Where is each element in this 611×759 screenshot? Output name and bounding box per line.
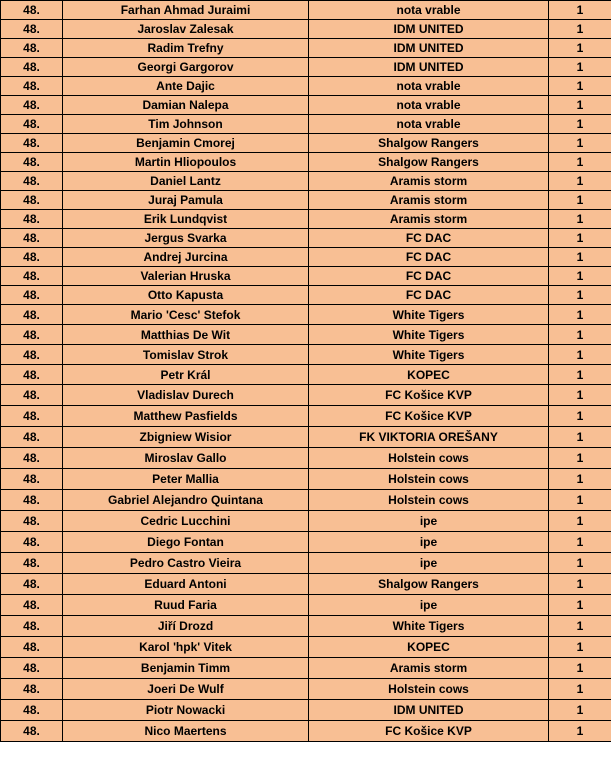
table-row xyxy=(1,658,611,679)
table-row xyxy=(1,210,611,229)
team-name-cell: Holstein cows xyxy=(309,448,549,469)
points-cell: 1 xyxy=(549,172,611,191)
player-name-cell: Joeri De Wulf xyxy=(63,679,309,700)
rank-cell: 48. xyxy=(1,115,63,134)
player-name-cell: Tim Johnson xyxy=(63,115,309,134)
points-cell: 1 xyxy=(549,365,611,385)
rank-cell: 48. xyxy=(1,574,63,595)
player-name-cell: Otto Kapusta xyxy=(63,286,309,305)
rank-cell: 48. xyxy=(1,721,63,742)
points-cell: 1 xyxy=(549,191,611,210)
team-name-cell: FK VIKTORIA OREŠANY xyxy=(309,427,549,448)
player-name-cell: Matthew Pasfields xyxy=(63,406,309,427)
table-row xyxy=(1,574,611,595)
points-cell: 1 xyxy=(549,511,611,532)
points-cell: 1 xyxy=(549,96,611,115)
rank-cell: 48. xyxy=(1,305,63,325)
table-row xyxy=(1,616,611,637)
table-row xyxy=(1,511,611,532)
player-name-cell: Martin Hliopoulos xyxy=(63,153,309,172)
rank-cell: 48. xyxy=(1,39,63,58)
player-name-cell: Piotr Nowacki xyxy=(63,700,309,721)
team-name-cell: White Tigers xyxy=(309,345,549,365)
points-cell: 1 xyxy=(549,658,611,679)
table-row xyxy=(1,365,611,385)
team-name-cell: Holstein cows xyxy=(309,679,549,700)
team-name-cell: Shalgow Rangers xyxy=(309,574,549,595)
team-name-cell: White Tigers xyxy=(309,305,549,325)
table-row xyxy=(1,406,611,427)
table-row xyxy=(1,115,611,134)
table-row xyxy=(1,39,611,58)
team-name-cell: White Tigers xyxy=(309,325,549,345)
rank-cell: 48. xyxy=(1,469,63,490)
rank-cell: 48. xyxy=(1,679,63,700)
table-row xyxy=(1,427,611,448)
points-cell: 1 xyxy=(549,134,611,153)
team-name-cell: ipe xyxy=(309,553,549,574)
team-name-cell: KOPEC xyxy=(309,637,549,658)
team-name-cell: Aramis storm xyxy=(309,191,549,210)
team-name-cell: Aramis storm xyxy=(309,210,549,229)
player-name-cell: Diego Fontan xyxy=(63,532,309,553)
rank-cell: 48. xyxy=(1,172,63,191)
team-name-cell: FC DAC xyxy=(309,248,549,267)
table-row xyxy=(1,20,611,39)
player-name-cell: Ruud Faria xyxy=(63,595,309,616)
team-name-cell: Holstein cows xyxy=(309,469,549,490)
points-cell: 1 xyxy=(549,305,611,325)
points-cell: 1 xyxy=(549,553,611,574)
rank-cell: 48. xyxy=(1,325,63,345)
rank-cell: 48. xyxy=(1,58,63,77)
player-name-cell: Benjamin Cmorej xyxy=(63,134,309,153)
player-name-cell: Gabriel Alejandro Quintana xyxy=(63,490,309,511)
player-name-cell: Jergus Svarka xyxy=(63,229,309,248)
player-name-cell: Miroslav Gallo xyxy=(63,448,309,469)
player-name-cell: Karol 'hpk' Vitek xyxy=(63,637,309,658)
rank-cell: 48. xyxy=(1,345,63,365)
points-cell: 1 xyxy=(549,700,611,721)
rank-cell: 48. xyxy=(1,490,63,511)
player-name-cell: Daniel Lantz xyxy=(63,172,309,191)
rank-cell: 48. xyxy=(1,511,63,532)
player-name-cell: Matthias De Wit xyxy=(63,325,309,345)
team-name-cell: Shalgow Rangers xyxy=(309,153,549,172)
rank-cell: 48. xyxy=(1,658,63,679)
team-name-cell: KOPEC xyxy=(309,365,549,385)
rank-cell: 48. xyxy=(1,210,63,229)
scorers-table-body xyxy=(1,1,611,742)
rank-cell: 48. xyxy=(1,406,63,427)
team-name-cell: IDM UNITED xyxy=(309,700,549,721)
table-row xyxy=(1,448,611,469)
rank-cell: 48. xyxy=(1,385,63,406)
points-cell: 1 xyxy=(549,39,611,58)
team-name-cell: Aramis storm xyxy=(309,172,549,191)
rank-cell: 48. xyxy=(1,616,63,637)
table-row xyxy=(1,191,611,210)
points-cell: 1 xyxy=(549,248,611,267)
player-name-cell: Radim Trefny xyxy=(63,39,309,58)
table-row xyxy=(1,248,611,267)
table-row xyxy=(1,345,611,365)
player-name-cell: Andrej Jurcina xyxy=(63,248,309,267)
table-row xyxy=(1,153,611,172)
team-name-cell: FC Košice KVP xyxy=(309,406,549,427)
player-name-cell: Tomislav Strok xyxy=(63,345,309,365)
points-cell: 1 xyxy=(549,210,611,229)
table-row xyxy=(1,96,611,115)
team-name-cell: nota vrable xyxy=(309,77,549,96)
player-name-cell: Pedro Castro Vieira xyxy=(63,553,309,574)
table-row xyxy=(1,172,611,191)
team-name-cell: ipe xyxy=(309,532,549,553)
rank-cell: 48. xyxy=(1,553,63,574)
rank-cell: 48. xyxy=(1,20,63,39)
team-name-cell: FC Košice KVP xyxy=(309,721,549,742)
player-name-cell: Georgi Gargorov xyxy=(63,58,309,77)
table-row xyxy=(1,77,611,96)
points-cell: 1 xyxy=(549,637,611,658)
rank-cell: 48. xyxy=(1,134,63,153)
team-name-cell: nota vrable xyxy=(309,115,549,134)
team-name-cell: nota vrable xyxy=(309,1,549,20)
player-name-cell: Vladislav Durech xyxy=(63,385,309,406)
team-name-cell: IDM UNITED xyxy=(309,58,549,77)
team-name-cell: FC Košice KVP xyxy=(309,385,549,406)
points-cell: 1 xyxy=(549,325,611,345)
rank-cell: 48. xyxy=(1,191,63,210)
player-name-cell: Jiří Drozd xyxy=(63,616,309,637)
points-cell: 1 xyxy=(549,679,611,700)
table-row xyxy=(1,721,611,742)
player-name-cell: Eduard Antoni xyxy=(63,574,309,595)
rank-cell: 48. xyxy=(1,153,63,172)
player-name-cell: Zbigniew Wisior xyxy=(63,427,309,448)
team-name-cell: Holstein cows xyxy=(309,490,549,511)
rank-cell: 48. xyxy=(1,365,63,385)
table-row xyxy=(1,469,611,490)
team-name-cell: IDM UNITED xyxy=(309,20,549,39)
rank-cell: 48. xyxy=(1,248,63,267)
points-cell: 1 xyxy=(549,406,611,427)
team-name-cell: ipe xyxy=(309,511,549,532)
table-row xyxy=(1,229,611,248)
player-name-cell: Ante Dajic xyxy=(63,77,309,96)
points-cell: 1 xyxy=(549,267,611,286)
rank-cell: 48. xyxy=(1,448,63,469)
team-name-cell: White Tigers xyxy=(309,616,549,637)
table-row xyxy=(1,553,611,574)
points-cell: 1 xyxy=(549,574,611,595)
player-name-cell: Mario 'Cesc' Stefok xyxy=(63,305,309,325)
player-name-cell: Farhan Ahmad Juraimi xyxy=(63,1,309,20)
player-name-cell: Petr Král xyxy=(63,365,309,385)
team-name-cell: FC DAC xyxy=(309,229,549,248)
table-row xyxy=(1,325,611,345)
team-name-cell: ipe xyxy=(309,595,549,616)
player-name-cell: Nico Maertens xyxy=(63,721,309,742)
table-row xyxy=(1,385,611,406)
table-row xyxy=(1,595,611,616)
team-name-cell: FC DAC xyxy=(309,267,549,286)
rank-cell: 48. xyxy=(1,637,63,658)
rank-cell: 48. xyxy=(1,427,63,448)
team-name-cell: nota vrable xyxy=(309,96,549,115)
points-cell: 1 xyxy=(549,448,611,469)
player-name-cell: Valerian Hruska xyxy=(63,267,309,286)
points-cell: 1 xyxy=(549,153,611,172)
points-cell: 1 xyxy=(549,229,611,248)
points-cell: 1 xyxy=(549,20,611,39)
table-row xyxy=(1,490,611,511)
points-cell: 1 xyxy=(549,1,611,20)
table-row xyxy=(1,286,611,305)
rank-cell: 48. xyxy=(1,96,63,115)
table-row xyxy=(1,679,611,700)
points-cell: 1 xyxy=(549,721,611,742)
player-name-cell: Peter Mallia xyxy=(63,469,309,490)
player-name-cell: Juraj Pamula xyxy=(63,191,309,210)
rank-cell: 48. xyxy=(1,286,63,305)
table-row xyxy=(1,305,611,325)
rank-cell: 48. xyxy=(1,700,63,721)
rank-cell: 48. xyxy=(1,595,63,616)
table-row xyxy=(1,1,611,20)
team-name-cell: FC DAC xyxy=(309,286,549,305)
table-row xyxy=(1,700,611,721)
points-cell: 1 xyxy=(549,345,611,365)
points-cell: 1 xyxy=(549,616,611,637)
team-name-cell: IDM UNITED xyxy=(309,39,549,58)
points-cell: 1 xyxy=(549,385,611,406)
points-cell: 1 xyxy=(549,595,611,616)
player-name-cell: Jaroslav Zalesak xyxy=(63,20,309,39)
player-name-cell: Benjamin Timm xyxy=(63,658,309,679)
points-cell: 1 xyxy=(549,286,611,305)
team-name-cell: Aramis storm xyxy=(309,658,549,679)
player-name-cell: Damian Nalepa xyxy=(63,96,309,115)
points-cell: 1 xyxy=(549,490,611,511)
table-row xyxy=(1,637,611,658)
team-name-cell: Shalgow Rangers xyxy=(309,134,549,153)
table-row xyxy=(1,532,611,553)
points-cell: 1 xyxy=(549,532,611,553)
table-row xyxy=(1,134,611,153)
rank-cell: 48. xyxy=(1,532,63,553)
table-row xyxy=(1,267,611,286)
points-cell: 1 xyxy=(549,427,611,448)
player-name-cell: Erik Lundqvist xyxy=(63,210,309,229)
rank-cell: 48. xyxy=(1,267,63,286)
rank-cell: 48. xyxy=(1,77,63,96)
table-row xyxy=(1,58,611,77)
points-cell: 1 xyxy=(549,77,611,96)
rank-cell: 48. xyxy=(1,1,63,20)
player-name-cell: Cedric Lucchini xyxy=(63,511,309,532)
points-cell: 1 xyxy=(549,58,611,77)
points-cell: 1 xyxy=(549,469,611,490)
rank-cell: 48. xyxy=(1,229,63,248)
points-cell: 1 xyxy=(549,115,611,134)
